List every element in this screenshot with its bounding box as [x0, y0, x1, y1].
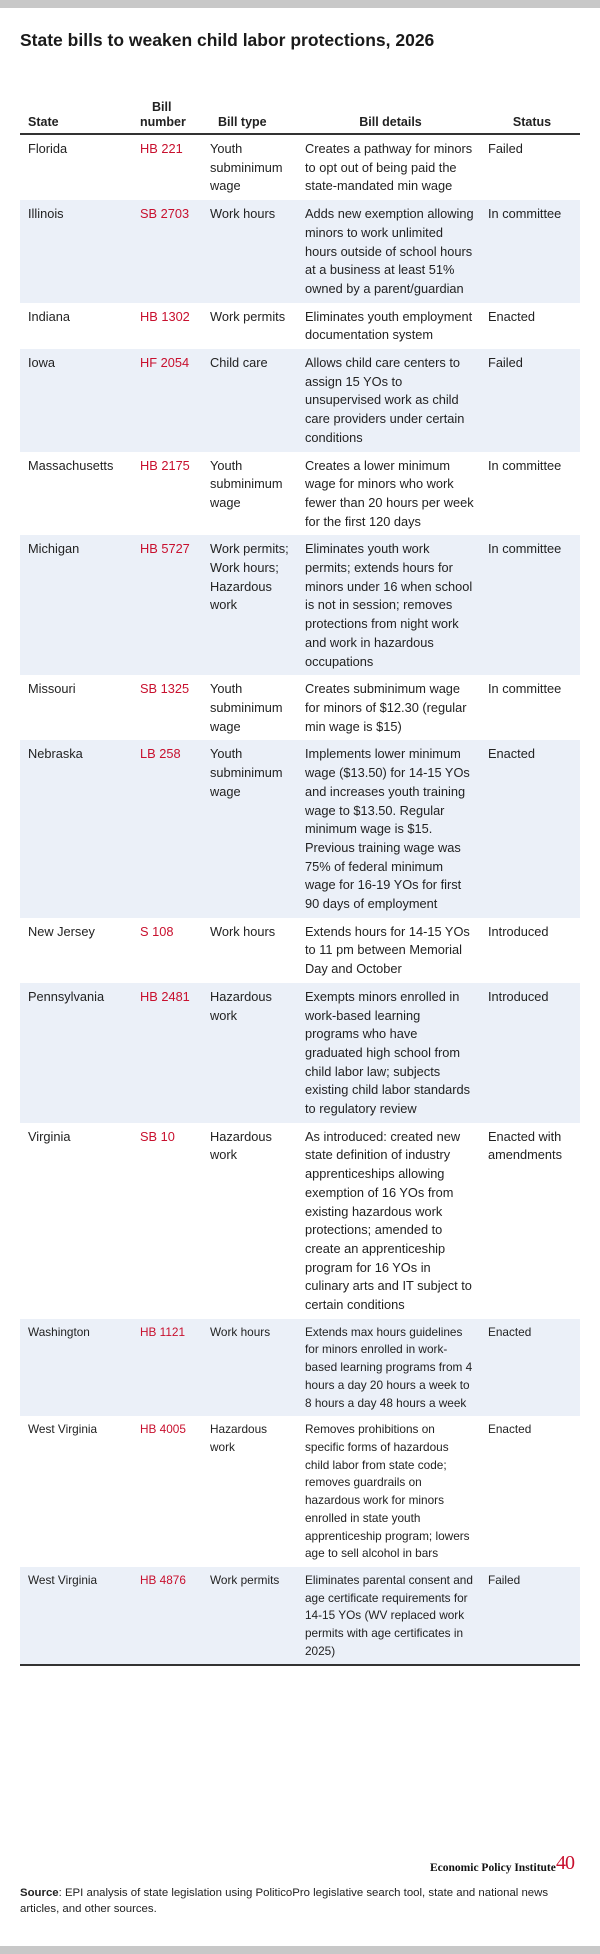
- cell-status: Enacted: [488, 1422, 532, 1437]
- table-row: [20, 134, 580, 200]
- cell-state: West Virginia: [20, 1567, 132, 1666]
- cell-bill-number: SB 10: [140, 1128, 175, 1144]
- cell-state: Indiana: [28, 308, 70, 324]
- cell-bill-type: Hazardous work: [210, 1128, 272, 1163]
- bills-table: [20, 100, 580, 1666]
- cell-bill-details: Allows child care centers to assign 15 YOs to unsupervised work as child care providers under certain conditions: [297, 349, 480, 452]
- cell-state: Washington: [20, 1319, 132, 1417]
- header-status: Status: [480, 100, 580, 134]
- table-row: [20, 349, 580, 452]
- cell-state: Nebraska: [20, 740, 132, 917]
- cell-bill-details: Removes prohibitions on specific forms of hazardous child labor from state code; removes guardrails on hazardous work for minors enrolled in state youth apprenticeship program; lowers age to sell alcohol in bars: [305, 1422, 470, 1561]
- brand-logo: [556, 1852, 574, 1875]
- cell-bill-details: Creates a pathway for minors to opt out of being paid the state-mandated min wage: [305, 141, 473, 194]
- cell-bill-number: HB 221: [140, 141, 183, 156]
- table-row: [20, 1319, 580, 1417]
- top-bar: [0, 0, 600, 8]
- cell-bill-type: Work permits: [210, 308, 286, 324]
- cell-bill-number: LB 258: [132, 740, 202, 917]
- cell-bill-number: HB 1121: [132, 1319, 202, 1417]
- cell-state: Missouri: [28, 681, 76, 697]
- cell-bill-details: Creates a lower minimum wage for minors who work fewer than 20 hours per week for the first 120 days: [305, 457, 474, 529]
- cell-state: Florida: [28, 141, 68, 156]
- cell-bill-number: HB 1302: [140, 308, 190, 324]
- cell-state: New Jersey: [28, 923, 95, 939]
- table-row: [20, 452, 580, 536]
- cell-bill-type: Work hours: [202, 200, 297, 303]
- header-bill-line1: Bill: [152, 100, 172, 114]
- cell-bill-details: Extends max hours guidelines for minors enrolled in work-based learning programs from 4 hours a day 20 hours a week to 8 hours a day 48 hours a week: [297, 1319, 480, 1417]
- header-bill-line2: number: [140, 115, 186, 129]
- cell-state: Virginia: [28, 1128, 71, 1144]
- table-row: [20, 1567, 580, 1666]
- cell-status: In committee: [488, 457, 562, 473]
- header-bill-details: Bill details: [297, 100, 480, 134]
- cell-state: Iowa: [20, 349, 132, 452]
- cell-bill-number: HB 4005: [140, 1422, 186, 1437]
- table-row: [20, 918, 580, 983]
- cell-status: In committee: [488, 681, 562, 697]
- table-row: [20, 1416, 580, 1567]
- cell-bill-number: HB 5727: [132, 535, 202, 675]
- cell-bill-number: SB 2703: [132, 200, 202, 303]
- table-row: [20, 983, 580, 1123]
- table-row: [20, 740, 580, 917]
- cell-status: Enacted with amendments: [488, 1128, 562, 1163]
- page-title: State bills to weaken child labor protections, 2026: [20, 30, 435, 50]
- cell-status: Introduced: [480, 983, 580, 1123]
- cell-status: In committee: [480, 200, 580, 303]
- cell-state: Michigan: [20, 535, 132, 675]
- table-row: [20, 675, 580, 740]
- cell-state: Massachusetts: [28, 457, 114, 473]
- cell-status: In committee: [480, 535, 580, 675]
- cell-state: Illinois: [20, 200, 132, 303]
- cell-status: Enacted: [480, 740, 580, 917]
- cell-bill-details: Eliminates youth employment documentation system: [305, 308, 473, 343]
- cell-bill-details: Implements lower minimum wage ($13.50) for 14-15 YOs and increases youth training wage to $13.50. Regular minimum wage is $15. Previous training wage was 75% of federal minimum wage for 16-19 YOs for first 90 days of employment: [297, 740, 480, 917]
- cell-bill-type: Work hours: [210, 923, 276, 939]
- cell-bill-details: Creates subminimum wage for minors of $12.30 (regular min wage is $15): [305, 681, 467, 734]
- header-state: State: [20, 100, 132, 134]
- cell-bill-number: HF 2054: [132, 349, 202, 452]
- brand-name: Economic Policy Institute: [430, 1862, 556, 1874]
- cell-bill-type: Youth subminimum wage: [210, 141, 283, 194]
- cell-bill-type: Work permits: [202, 1567, 297, 1666]
- cell-bill-number: HB 2175: [140, 457, 190, 473]
- cell-bill-details: Adds new exemption allowing minors to work unlimited hours outside of school hours at a business at least 51% owned by a parent/guardian: [297, 200, 480, 303]
- cell-status: Failed: [480, 349, 580, 452]
- table-row: [20, 535, 580, 675]
- brand-logo-text: 40: [556, 1852, 574, 1874]
- cell-state: Pennsylvania: [20, 983, 132, 1123]
- cell-status: Failed: [480, 1567, 580, 1666]
- cell-bill-type: Child care: [202, 349, 297, 452]
- cell-bill-number: SB 1325: [140, 681, 190, 697]
- table-row: [20, 303, 580, 349]
- cell-bill-number: S 108: [140, 923, 174, 939]
- source-text: : EPI analysis of state legislation using PoliticoPro legislative search tool, state and national news articles, and other sources.: [20, 1887, 549, 1915]
- cell-status: Introduced: [488, 923, 549, 939]
- cell-bill-type: Youth subminimum wage: [202, 740, 297, 917]
- cell-bill-type: Hazardous work: [202, 983, 297, 1123]
- cell-bill-type: Work hours: [202, 1319, 297, 1417]
- cell-bill-details: Exempts minors enrolled in work-based learning programs who have graduated high school from child labor law; subjects existing child labor standards to regulatory review: [297, 983, 480, 1123]
- source-note: [20, 1886, 580, 1917]
- bottom-bar: [0, 1946, 600, 1954]
- cell-status: Enacted: [480, 1319, 580, 1417]
- cell-bill-details: Eliminates parental consent and age certificate requirements for 14-15 YOs (WV replaced work permits with age certificates in 2025): [297, 1567, 480, 1666]
- cell-bill-details: Eliminates youth work permits; extends hours for minors under 16 when school is not in session; removes protections from night work and work in hazardous occupations: [297, 535, 480, 675]
- header-bill-number: [132, 100, 202, 134]
- table-row: [20, 1123, 580, 1319]
- table-header-row: [20, 100, 580, 134]
- cell-bill-type: Work permits; Work hours; Hazardous work: [202, 535, 297, 675]
- header-bill-type: Bill type: [202, 100, 297, 134]
- cell-bill-type: Youth subminimum wage: [210, 457, 283, 510]
- cell-bill-type: Hazardous work: [210, 1422, 268, 1454]
- table-row: [20, 200, 580, 303]
- cell-bill-number: HB 4876: [132, 1567, 202, 1666]
- source-label: Source: [20, 1887, 59, 1899]
- cell-bill-number: HB 2481: [132, 983, 202, 1123]
- cell-bill-details: Extends hours for 14-15 YOs to 11 pm between Memorial Day and October: [305, 923, 470, 977]
- cell-status: Failed: [488, 141, 523, 156]
- cell-bill-details: As introduced: created new state definition of industry apprenticeships allowing exemption of 16 YOs from existing hazardous work protections; amended to create an apprenticeship program for 16 YOs in culinary arts and IT subject to certain conditions: [305, 1128, 472, 1313]
- cell-state: West Virginia: [28, 1422, 98, 1437]
- cell-bill-type: Youth subminimum wage: [210, 681, 283, 734]
- cell-status: Enacted: [488, 308, 535, 324]
